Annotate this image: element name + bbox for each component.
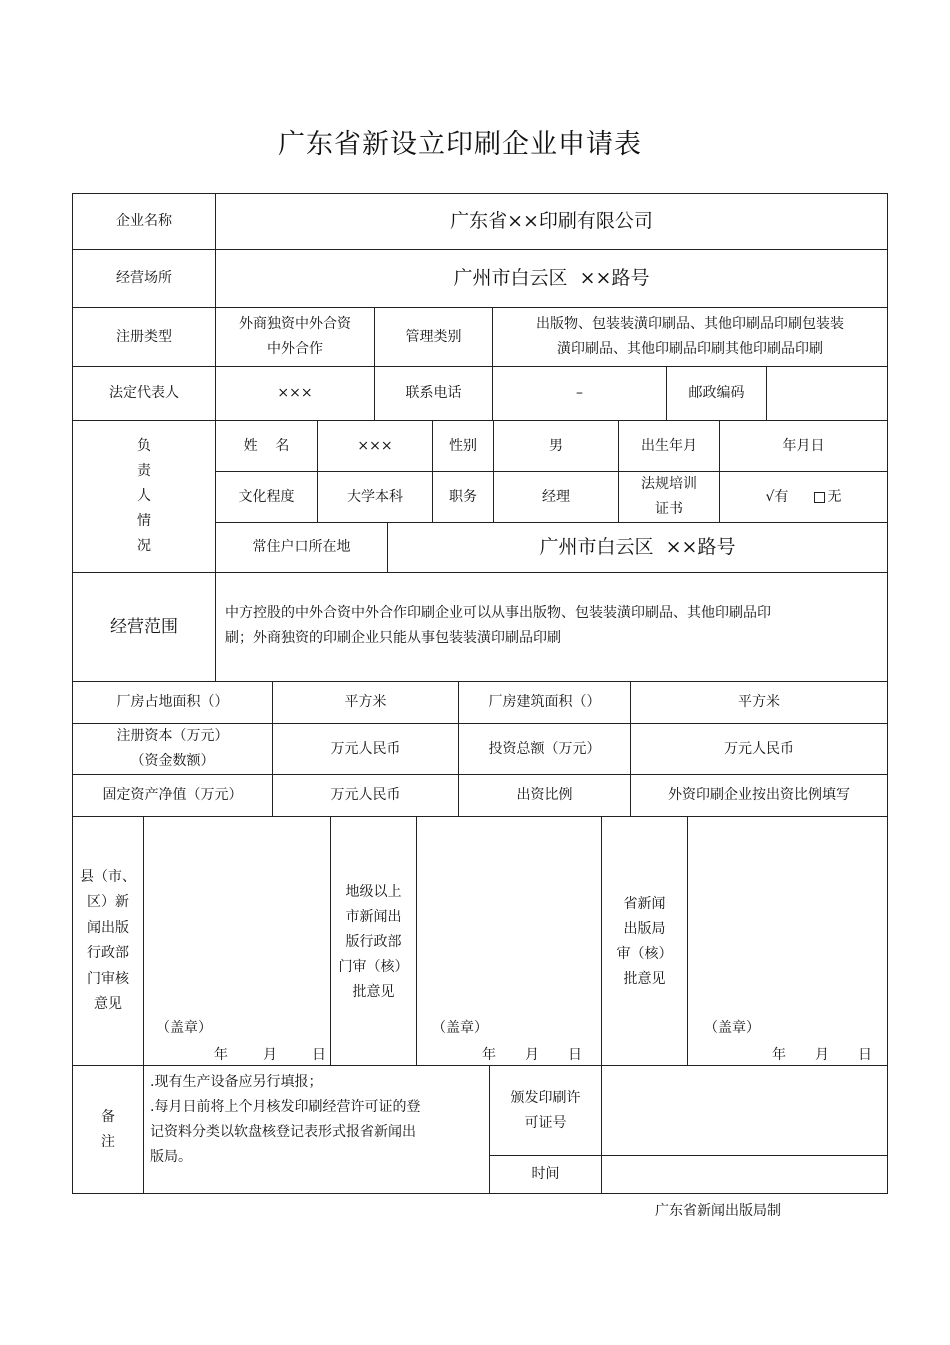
person-label-char: 况: [137, 538, 151, 554]
fixed-assets-value[interactable]: 万元人民币: [330, 787, 401, 803]
remarks-label-char: 备: [101, 1108, 115, 1125]
province-label-line: 出版局: [623, 921, 666, 937]
county-label-line: 闻出版: [87, 919, 129, 936]
position-label: 职务: [449, 488, 477, 505]
footer-issuer: 广东省新闻出版局制: [655, 1203, 781, 1219]
month-label: 月: [525, 1046, 539, 1063]
reg-capital-line-2: （资金数额）: [130, 753, 215, 769]
remarks-label: [73, 1066, 143, 1193]
scope-value[interactable]: [216, 573, 887, 681]
county-label-line: 门审核: [87, 970, 129, 987]
time-label: 时间: [531, 1166, 560, 1182]
county-label-line: 意见: [94, 996, 122, 1012]
ratio-label: 出资比例: [516, 787, 573, 803]
training-options: [720, 472, 887, 522]
city-date: [482, 1043, 582, 1067]
month-label: 月: [815, 1046, 829, 1063]
person-section-label: [73, 421, 215, 572]
reg-capital-label: [73, 724, 272, 774]
license-value[interactable]: [602, 1066, 887, 1155]
remarks-text: [144, 1066, 489, 1193]
training-yes-option[interactable]: √有: [765, 488, 789, 505]
remarks-line: 版局。: [150, 1149, 192, 1165]
checkbox-icon[interactable]: [814, 492, 825, 503]
county-date: [214, 1043, 326, 1067]
city-label-line: 市新闻出: [345, 908, 402, 925]
postcode-value[interactable]: [767, 367, 887, 420]
ratio-value[interactable]: 外资印刷企业按出资比例填写: [668, 787, 850, 803]
education-value[interactable]: 大学本科: [347, 488, 403, 505]
year-label: 年: [772, 1046, 786, 1063]
remarks-line: .每月日前将上个月核发印刷经营许可证的登: [150, 1099, 421, 1115]
person-label-char: 负: [137, 438, 151, 454]
month-label: 月: [263, 1046, 277, 1063]
build-area-label: 厂房建筑面积（）: [488, 694, 601, 710]
county-seal: （盖章）: [156, 1019, 212, 1036]
person-label-char: 情: [137, 513, 151, 529]
reg-type-label: 注册类型: [116, 328, 172, 345]
license-label-line-1: 颁发印刷许: [510, 1089, 581, 1106]
province-date: [772, 1043, 872, 1067]
postcode-label: 邮政编码: [688, 385, 745, 401]
reg-capital-value[interactable]: 万元人民币: [330, 740, 401, 757]
scope-line-1: 中方控股的中外合资中外合作印刷企业可以从事出版物、包装装潢印刷品、其他印刷品印: [225, 605, 771, 621]
phone-value[interactable]: –: [576, 385, 583, 401]
address-label: 经营场所: [116, 270, 172, 286]
reg-type-value[interactable]: [216, 308, 374, 366]
mgmt-type-line-1: 出版物、包装装潢印刷品、其他印刷品印刷包装装: [536, 316, 844, 332]
land-area-label: 厂房占地面积（）: [116, 694, 229, 710]
county-label-line: 行政部: [87, 945, 129, 961]
birth-label: 出生年月: [641, 437, 697, 454]
scope-label: 经营范围: [110, 616, 178, 637]
reg-capital-line-1: 注册资本（万元）: [116, 728, 229, 744]
name-value[interactable]: ×××: [357, 437, 393, 454]
gender-label: 性别: [449, 437, 477, 454]
person-label-char: 责: [137, 463, 151, 479]
year-label: 年: [214, 1046, 228, 1063]
province-label-line: 省新闻: [623, 896, 666, 912]
address-value[interactable]: 广州市白云区 ××路号: [453, 267, 650, 289]
legal-rep-label: 法定代表人: [109, 385, 179, 401]
province-label-line: 批意见: [623, 971, 666, 987]
training-label-line-2: 证书: [655, 501, 683, 517]
legal-rep-value[interactable]: ×××: [277, 385, 313, 401]
gender-value[interactable]: 男: [549, 437, 563, 454]
remarks-line: .现有生产设备应另行填报；: [150, 1074, 323, 1090]
remarks-line: 记资料分类以软盘核登记表形式报省新闻出: [150, 1124, 416, 1140]
build-area-value[interactable]: 平方米: [738, 694, 780, 710]
time-value[interactable]: [602, 1156, 887, 1193]
remarks-label-char: 注: [101, 1133, 115, 1150]
day-label: 日: [568, 1046, 582, 1063]
day-label: 日: [312, 1046, 326, 1063]
education-label: 文化程度: [238, 488, 295, 505]
mgmt-type-line-2: 潢印刷品、其他印刷品印刷其他印刷品印刷: [557, 341, 823, 357]
county-review-label: [73, 866, 143, 1016]
city-label-line: 批意见: [352, 983, 395, 1000]
name-label: 姓 名: [243, 437, 290, 454]
year-label: 年: [482, 1046, 496, 1063]
province-label-line: 审（核）: [616, 946, 673, 962]
license-label: [490, 1066, 601, 1155]
phone-label: 联系电话: [405, 385, 462, 401]
investment-label: 投资总额（万元）: [488, 740, 601, 757]
city-review-label: [331, 878, 416, 1006]
training-label: [619, 472, 719, 522]
reg-type-line-2: 中外合作: [267, 341, 323, 357]
province-seal: （盖章）: [704, 1019, 760, 1036]
mgmt-type-label: 管理类别: [405, 328, 462, 345]
license-label-line-2: 可证号: [524, 1114, 567, 1131]
city-label-line: 地级以上: [345, 883, 402, 900]
day-label: 日: [858, 1046, 872, 1063]
birth-value[interactable]: 年月日: [782, 437, 825, 454]
residence-label: 常住户口所在地: [252, 539, 351, 555]
company-name-value[interactable]: 广东省××印刷有限公司: [450, 210, 653, 232]
company-name-label: 企业名称: [116, 213, 172, 229]
position-value[interactable]: 经理: [542, 488, 570, 505]
scope-line-2: 刷；外商独资的印刷企业只能从事包装装潢印刷品印刷: [225, 630, 561, 646]
county-label-line: 县（市、: [80, 868, 136, 885]
city-seal: （盖章）: [432, 1019, 488, 1036]
training-label-line-1: 法规培训: [641, 476, 697, 492]
training-no-option[interactable]: 无: [827, 488, 842, 505]
reg-type-line-1: 外商独资中外合资: [239, 316, 351, 332]
province-review-label: [602, 891, 687, 993]
city-label-line: 门审（核）: [338, 958, 409, 975]
residence-value[interactable]: 广州市白云区 ××路号: [539, 536, 736, 558]
fixed-assets-label: 固定资产净值（万元）: [102, 787, 243, 803]
page-title: 广东省新设立印刷企业申请表: [278, 129, 642, 160]
county-label-line: 区）新: [87, 894, 129, 910]
person-label-char: 人: [137, 488, 151, 504]
investment-value[interactable]: 万元人民币: [724, 740, 794, 757]
mgmt-type-value[interactable]: [493, 308, 887, 366]
city-label-line: 版行政部: [345, 933, 402, 950]
land-area-value[interactable]: 平方米: [344, 694, 387, 710]
